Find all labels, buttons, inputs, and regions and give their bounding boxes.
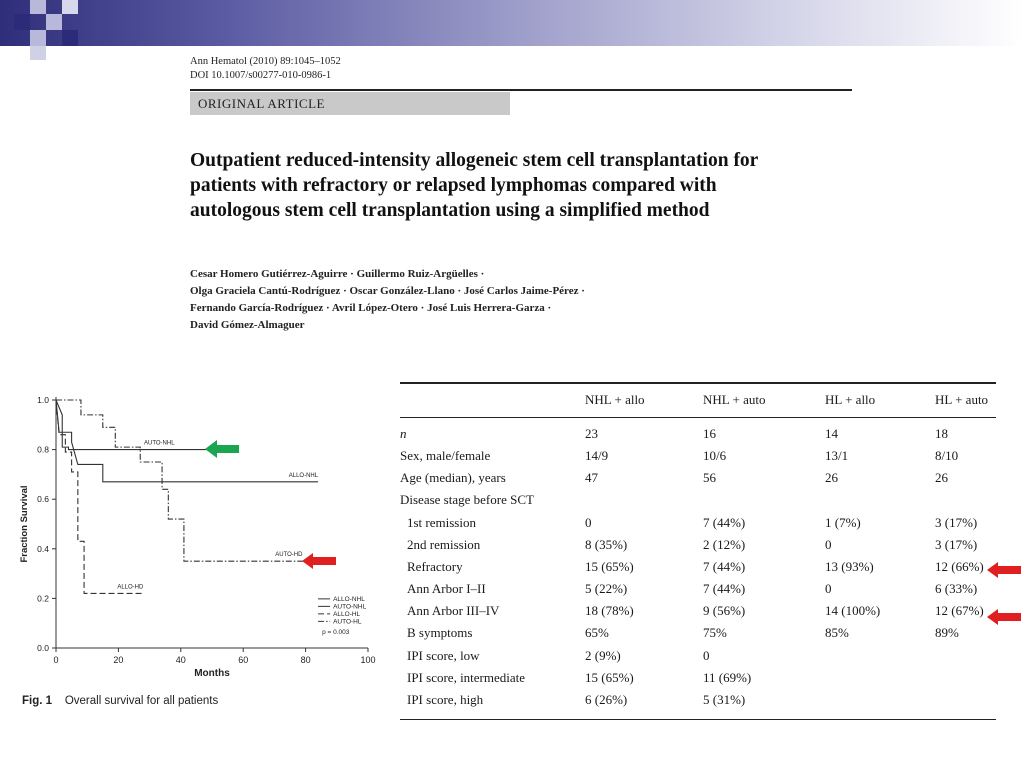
table-header-cell: HL + auto xyxy=(935,392,989,407)
row-label: IPI score, intermediate xyxy=(407,669,526,685)
table-cell: 6 (33%) xyxy=(935,581,978,597)
red-arrow-icon xyxy=(987,609,1021,625)
banner-square xyxy=(46,14,62,30)
table-cell: 0 xyxy=(825,536,832,552)
row-label: B symptoms xyxy=(407,625,473,641)
y-tick-label: 0.0 xyxy=(37,643,49,653)
chart-axes xyxy=(19,395,376,679)
chart-lines xyxy=(56,400,318,593)
series-line-auto-hl xyxy=(56,400,306,561)
table-cell: 13 (93%) xyxy=(825,558,874,574)
legend-entry: ALLO-NHL xyxy=(333,595,365,603)
banner-square xyxy=(30,0,46,14)
legend-entry: AUTO-HL xyxy=(333,618,362,626)
series-line-allo-hl xyxy=(56,400,143,593)
chart-labels xyxy=(117,441,318,591)
red-arrow-icon xyxy=(987,562,1021,578)
table-cell: 0 xyxy=(825,581,832,597)
table-cell: 1 (7%) xyxy=(825,514,861,530)
table-header-cell: NHL + allo xyxy=(585,392,645,407)
table-cell: 14 xyxy=(825,426,838,441)
table-cell: 47 xyxy=(585,470,598,486)
row-label: Ann Arbor I–II xyxy=(407,581,486,597)
slide-banner xyxy=(0,0,1024,46)
table-cell: 12 (66%) xyxy=(935,558,984,574)
table-cell: 13/1 xyxy=(825,448,849,464)
x-tick-label: 0 xyxy=(53,655,59,665)
figure-caption xyxy=(22,695,218,707)
table-cell: 26 xyxy=(825,470,838,486)
row-label: Age (median), years xyxy=(400,470,506,486)
row-label: Ann Arbor III–IV xyxy=(407,603,500,619)
series-line-allo-nhl xyxy=(56,400,318,482)
table-cell: 89% xyxy=(935,625,959,641)
table-cell: 14/9 xyxy=(585,448,609,464)
legend-entry: ALLO-HL xyxy=(333,610,361,618)
row-label: 1st remission xyxy=(407,514,476,530)
table-cell: 15 (65%) xyxy=(585,669,634,685)
article-title: Outpatient reduced-intensity allogeneic stem cell transplantation for patients with refractory or relapsed lymphomas compared with autologous stem cell transplantation using a simplified method xyxy=(190,150,758,221)
x-axis-label: Months xyxy=(194,668,230,679)
p-value-label: p = 0.003 xyxy=(322,628,350,636)
table-cell: 0 xyxy=(703,647,710,663)
banner-square xyxy=(14,14,30,30)
banner-square xyxy=(30,46,46,60)
x-tick-label: 80 xyxy=(300,655,311,665)
table-bottom-rule xyxy=(400,719,996,720)
row-label: 2nd remission xyxy=(407,536,481,552)
author-line: Cesar Homero Gutiérrez-Aguirre · Guillermo Ruiz-Argüelles · xyxy=(190,268,485,280)
journal-doi: DOI 10.1007/s00277-010-0986-1 xyxy=(190,70,332,81)
author-line: Fernando García-Rodríguez · Avril López-Otero · José Luis Herrera-Garza · xyxy=(190,302,552,314)
banner-square xyxy=(30,30,46,46)
x-tick-label: 60 xyxy=(238,655,249,665)
author-list xyxy=(190,266,810,334)
row-label: Disease stage before SCT xyxy=(400,492,534,508)
journal-citation: Ann Hematol (2010) 89:1045–1052 xyxy=(190,56,341,67)
curve-label: AUTO-NHL xyxy=(143,440,175,447)
x-tick-label: 40 xyxy=(175,655,186,665)
table-cell: 9 (56%) xyxy=(703,603,746,619)
table-cell: 16 xyxy=(703,426,716,441)
table-cell: 11 (69%) xyxy=(703,669,752,685)
table-cell: 5 (31%) xyxy=(703,691,746,707)
curve-label: ALLO-NHL xyxy=(288,472,319,479)
table-cell: 85% xyxy=(825,625,849,641)
red-arrow-icon xyxy=(302,553,336,569)
row-label: IPI score, high xyxy=(407,691,484,707)
journal-info xyxy=(190,55,341,83)
green-arrow-icon xyxy=(205,440,239,458)
table-cell: 14 (100%) xyxy=(825,603,881,619)
row-label: Refractory xyxy=(407,558,463,574)
table-cell: 0 xyxy=(585,514,592,530)
table-cell: 10/6 xyxy=(703,448,727,464)
table-cell: 75% xyxy=(703,625,727,641)
table-cell: 12 (67%) xyxy=(935,603,984,619)
table-cell: 8 (35%) xyxy=(585,536,628,552)
series-line-auto-nhl xyxy=(56,400,212,450)
y-tick-label: 0.2 xyxy=(37,593,49,604)
article-type-label: ORIGINAL ARTICLE xyxy=(190,92,510,115)
curve-label: AUTO-HD xyxy=(275,552,303,559)
table-cell: 23 xyxy=(585,426,598,441)
table-cell: 7 (44%) xyxy=(703,514,746,530)
table-cell: 26 xyxy=(935,470,948,486)
chart-legend xyxy=(318,596,366,636)
y-tick-label: 1.0 xyxy=(37,395,49,405)
table-cell: 65% xyxy=(585,625,609,641)
table-cell: 15 (65%) xyxy=(585,558,634,574)
author-line: David Gómez-Almaguer xyxy=(190,319,305,331)
legend-entry: AUTO-NHL xyxy=(333,603,367,611)
table-cell: 3 (17%) xyxy=(935,514,978,530)
table-cell: 7 (44%) xyxy=(703,558,746,574)
row-label: n xyxy=(400,426,407,441)
figure-caption-label: Fig. 1 xyxy=(22,695,53,707)
table-cell: 7 (44%) xyxy=(703,581,746,597)
banner-square xyxy=(62,30,78,46)
row-label: IPI score, low xyxy=(407,647,480,663)
y-tick-label: 0.4 xyxy=(37,543,49,554)
y-axis-label: Fraction Survival xyxy=(19,485,30,563)
header-rule xyxy=(190,89,852,91)
x-tick-label: 20 xyxy=(113,655,124,665)
table-header-cell: NHL + auto xyxy=(703,392,766,407)
table-header-rule xyxy=(400,417,996,418)
table-cell: 56 xyxy=(703,470,716,486)
x-tick-label: 100 xyxy=(360,655,376,665)
banner-square xyxy=(62,0,78,14)
table-cell: 18 xyxy=(935,426,948,441)
table-cell: 5 (22%) xyxy=(585,581,628,597)
table-cell: 2 (12%) xyxy=(703,536,746,552)
table-cell: 18 (78%) xyxy=(585,603,634,619)
table-cell: 8/10 xyxy=(935,448,959,464)
y-tick-label: 0.8 xyxy=(37,444,49,455)
table-header-cell: HL + allo xyxy=(825,392,876,407)
table-cell: 3 (17%) xyxy=(935,536,978,552)
table-cell: 6 (26%) xyxy=(585,691,628,707)
curve-label: ALLO-HD xyxy=(117,584,144,591)
y-tick-label: 0.6 xyxy=(37,494,49,505)
author-line: Olga Graciela Cantú-Rodríguez · Oscar González-Llano · José Carlos Jaime-Pérez · xyxy=(190,285,585,297)
table-cell: 2 (9%) xyxy=(585,647,621,663)
table-top-rule xyxy=(400,382,996,384)
row-label: Sex, male/female xyxy=(400,448,491,464)
figure-caption-text: Overall survival for all patients xyxy=(64,695,219,707)
survival-chart xyxy=(14,385,384,685)
